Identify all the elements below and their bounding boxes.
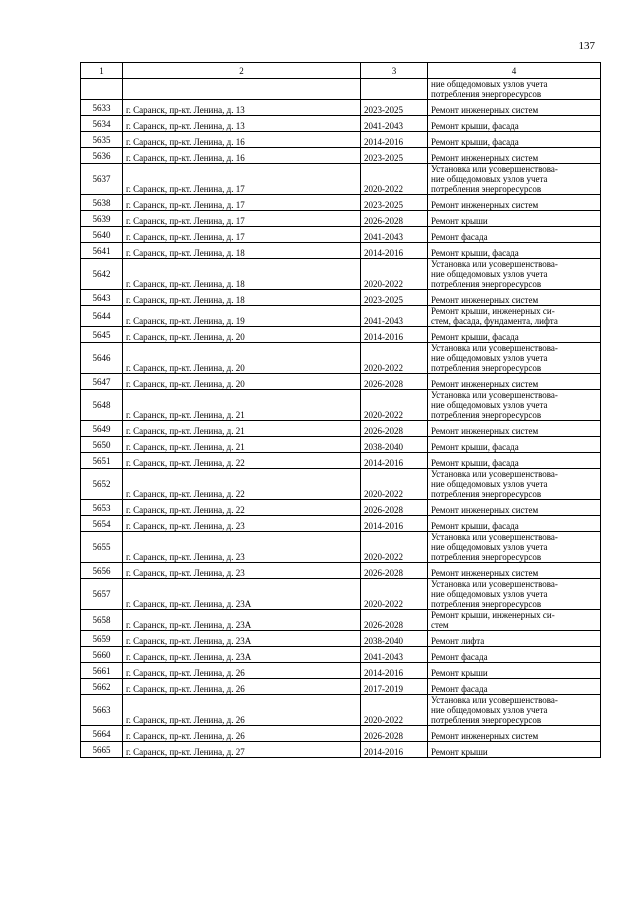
- cell-period: 2014-2016: [361, 132, 428, 148]
- cell-address: г. Саранск, пр-кт. Ленина, д. 26: [123, 726, 361, 742]
- cell-address: г. Саранск, пр-кт. Ленина, д. 20: [123, 374, 361, 390]
- cell-address: г. Саранск, пр-кт. Ленина, д. 22: [123, 469, 361, 500]
- cell-period: 2014-2016: [361, 453, 428, 469]
- cell-address: г. Саранск, пр-кт. Ленина, д. 21: [123, 390, 361, 421]
- cell-address: г. Саранск, пр-кт. Ленина, д. 17: [123, 164, 361, 195]
- table-row: [81, 421, 601, 437]
- cell-work: Ремонт крыши, фасада: [428, 516, 601, 532]
- cell-number: 5635: [81, 132, 123, 148]
- cell-period: [361, 79, 428, 100]
- cell-period: 2020-2022: [361, 164, 428, 195]
- cell-period: 2020-2022: [361, 259, 428, 290]
- table-row: [81, 390, 601, 421]
- cell-work: Установка или усовершенствова- ние общедомовых узлов учета потребления энергоресурсов: [428, 164, 601, 195]
- cell-address: г. Саранск, пр-кт. Ленина, д. 27: [123, 742, 361, 758]
- works-table: [80, 62, 601, 758]
- cell-address: г. Саранск, пр-кт. Ленина, д. 26: [123, 679, 361, 695]
- cell-period: 2014-2016: [361, 327, 428, 343]
- cell-address: г. Саранск, пр-кт. Ленина, д. 17: [123, 211, 361, 227]
- cell-work: Ремонт крыши, фасада: [428, 132, 601, 148]
- cell-number: 5651: [81, 453, 123, 469]
- cell-address: г. Саранск, пр-кт. Ленина, д. 16: [123, 148, 361, 164]
- table-row: [81, 679, 601, 695]
- column-header-work: 4: [428, 63, 601, 79]
- cell-number: 5650: [81, 437, 123, 453]
- table-row: [81, 695, 601, 726]
- cell-address: г. Саранск, пр-кт. Ленина, д. 23: [123, 516, 361, 532]
- cell-work: Ремонт фасада: [428, 679, 601, 695]
- cell-work: Ремонт крыши: [428, 742, 601, 758]
- table-header-row: [81, 63, 601, 79]
- cell-address: г. Саранск, пр-кт. Ленина, д. 23А: [123, 579, 361, 610]
- cell-period: 2026-2028: [361, 563, 428, 579]
- cell-address: г. Саранск, пр-кт. Ленина, д. 26: [123, 663, 361, 679]
- cell-period: 2041-2043: [361, 227, 428, 243]
- cell-work: Ремонт инженерных систем: [428, 374, 601, 390]
- table-row: [81, 211, 601, 227]
- cell-work: Установка или усовершенствова- ние общедомовых узлов учета потребления энергоресурсов: [428, 469, 601, 500]
- cell-number: 5634: [81, 116, 123, 132]
- cell-address: г. Саранск, пр-кт. Ленина, д. 17: [123, 227, 361, 243]
- table-row: [81, 469, 601, 500]
- cell-period: 2026-2028: [361, 374, 428, 390]
- table-row: [81, 610, 601, 631]
- table-row: [81, 579, 601, 610]
- cell-address: г. Саранск, пр-кт. Ленина, д. 13: [123, 100, 361, 116]
- cell-number: 5644: [81, 306, 123, 327]
- cell-number: 5652: [81, 469, 123, 500]
- cell-period: 2026-2028: [361, 726, 428, 742]
- cell-work: ние общедомовых узлов учета потребления энергоресурсов: [428, 79, 601, 100]
- cell-number: 5656: [81, 563, 123, 579]
- cell-number: 5633: [81, 100, 123, 116]
- cell-period: 2020-2022: [361, 343, 428, 374]
- cell-work: Ремонт крыши, инженерных си- стем: [428, 610, 601, 631]
- cell-number: 5659: [81, 631, 123, 647]
- cell-period: 2038-2040: [361, 631, 428, 647]
- cell-work: Установка или усовершенствова- ние общедомовых узлов учета потребления энергоресурсов: [428, 695, 601, 726]
- cell-work: Ремонт инженерных систем: [428, 500, 601, 516]
- cell-period: 2017-2019: [361, 679, 428, 695]
- table-row: [81, 148, 601, 164]
- table-row: [81, 437, 601, 453]
- cell-period: 2023-2025: [361, 290, 428, 306]
- cell-number: 5665: [81, 742, 123, 758]
- cell-work: Установка или усовершенствова- ние общедомовых узлов учета потребления энергоресурсов: [428, 532, 601, 563]
- table-row: [81, 631, 601, 647]
- cell-number: 5662: [81, 679, 123, 695]
- cell-period: 2020-2022: [361, 469, 428, 500]
- column-header-number: 1: [81, 63, 123, 79]
- cell-number: 5648: [81, 390, 123, 421]
- cell-number: 5649: [81, 421, 123, 437]
- table-body: [81, 63, 601, 758]
- table-row: [81, 374, 601, 390]
- table-row: [81, 742, 601, 758]
- table-row: [81, 195, 601, 211]
- cell-number: [81, 79, 123, 100]
- cell-address: г. Саранск, пр-кт. Ленина, д. 23: [123, 563, 361, 579]
- cell-work: Ремонт фасада: [428, 647, 601, 663]
- table-row: [81, 563, 601, 579]
- cell-period: 2014-2016: [361, 663, 428, 679]
- cell-work: Ремонт крыши, инженерных си- стем, фасада, фундамента, лифта: [428, 306, 601, 327]
- cell-number: 5653: [81, 500, 123, 516]
- cell-work: Ремонт крыши, фасада: [428, 453, 601, 469]
- cell-period: 2026-2028: [361, 421, 428, 437]
- cell-address: г. Саранск, пр-кт. Ленина, д. 23А: [123, 610, 361, 631]
- table-row: [81, 243, 601, 259]
- cell-address: г. Саранск, пр-кт. Ленина, д. 23А: [123, 647, 361, 663]
- cell-work: Установка или усовершенствова- ние общедомовых узлов учета потребления энергоресурсов: [428, 390, 601, 421]
- table-row: [81, 327, 601, 343]
- cell-number: 5647: [81, 374, 123, 390]
- table-row: [81, 132, 601, 148]
- table-row: [81, 79, 601, 100]
- table-row: [81, 516, 601, 532]
- table-row: [81, 647, 601, 663]
- cell-address: г. Саранск, пр-кт. Ленина, д. 19: [123, 306, 361, 327]
- cell-number: 5657: [81, 579, 123, 610]
- cell-number: 5664: [81, 726, 123, 742]
- table-row: [81, 290, 601, 306]
- cell-address: г. Саранск, пр-кт. Ленина, д. 21: [123, 437, 361, 453]
- cell-number: 5646: [81, 343, 123, 374]
- cell-work: Ремонт крыши, фасада: [428, 437, 601, 453]
- cell-work: Ремонт крыши, фасада: [428, 243, 601, 259]
- cell-work: Ремонт инженерных систем: [428, 100, 601, 116]
- cell-work: Ремонт крыши: [428, 663, 601, 679]
- table-row: [81, 532, 601, 563]
- cell-period: 2041-2043: [361, 647, 428, 663]
- cell-address: г. Саранск, пр-кт. Ленина, д. 18: [123, 259, 361, 290]
- table-row: [81, 500, 601, 516]
- cell-address: г. Саранск, пр-кт. Ленина, д. 16: [123, 132, 361, 148]
- cell-number: 5637: [81, 164, 123, 195]
- table-row: [81, 663, 601, 679]
- table-row: [81, 343, 601, 374]
- cell-period: 2023-2025: [361, 148, 428, 164]
- cell-work: Ремонт инженерных систем: [428, 290, 601, 306]
- cell-address: г. Саранск, пр-кт. Ленина, д. 17: [123, 195, 361, 211]
- cell-period: 2014-2016: [361, 742, 428, 758]
- cell-work: Ремонт инженерных систем: [428, 421, 601, 437]
- table-row: [81, 100, 601, 116]
- cell-work: Установка или усовершенствова- ние общедомовых узлов учета потребления энергоресурсов: [428, 579, 601, 610]
- cell-address: г. Саранск, пр-кт. Ленина, д. 26: [123, 695, 361, 726]
- cell-address: г. Саранск, пр-кт. Ленина, д. 18: [123, 243, 361, 259]
- cell-address: г. Саранск, пр-кт. Ленина, д. 22: [123, 500, 361, 516]
- cell-period: 2026-2028: [361, 500, 428, 516]
- cell-number: 5663: [81, 695, 123, 726]
- cell-work: Установка или усовершенствова- ние общедомовых узлов учета потребления энергоресурсов: [428, 343, 601, 374]
- cell-work: Ремонт крыши: [428, 211, 601, 227]
- table-row: [81, 726, 601, 742]
- table-row: [81, 259, 601, 290]
- cell-number: 5654: [81, 516, 123, 532]
- cell-work: Ремонт крыши, фасада: [428, 327, 601, 343]
- cell-number: 5660: [81, 647, 123, 663]
- cell-period: 2020-2022: [361, 532, 428, 563]
- cell-number: 5658: [81, 610, 123, 631]
- cell-address: г. Саранск, пр-кт. Ленина, д. 13: [123, 116, 361, 132]
- table-row: [81, 306, 601, 327]
- cell-address: г. Саранск, пр-кт. Ленина, д. 22: [123, 453, 361, 469]
- cell-work: Ремонт инженерных систем: [428, 726, 601, 742]
- cell-number: 5661: [81, 663, 123, 679]
- cell-number: 5636: [81, 148, 123, 164]
- page-number: 137: [578, 40, 595, 52]
- cell-number: 5642: [81, 259, 123, 290]
- column-header-period: 3: [361, 63, 428, 79]
- cell-number: 5641: [81, 243, 123, 259]
- cell-period: 2038-2040: [361, 437, 428, 453]
- cell-period: 2020-2022: [361, 390, 428, 421]
- cell-period: 2026-2028: [361, 211, 428, 227]
- cell-number: 5638: [81, 195, 123, 211]
- column-header-address: 2: [123, 63, 361, 79]
- cell-number: 5655: [81, 532, 123, 563]
- table-row: [81, 227, 601, 243]
- cell-work: Ремонт инженерных систем: [428, 195, 601, 211]
- cell-work: Ремонт инженерных систем: [428, 563, 601, 579]
- cell-address: г. Саранск, пр-кт. Ленина, д. 21: [123, 421, 361, 437]
- cell-period: 2020-2022: [361, 579, 428, 610]
- cell-period: 2026-2028: [361, 610, 428, 631]
- table-row: [81, 164, 601, 195]
- cell-number: 5643: [81, 290, 123, 306]
- cell-address: [123, 79, 361, 100]
- table-row: [81, 116, 601, 132]
- cell-number: 5640: [81, 227, 123, 243]
- cell-period: 2023-2025: [361, 100, 428, 116]
- cell-number: 5645: [81, 327, 123, 343]
- cell-number: 5639: [81, 211, 123, 227]
- cell-period: 2020-2022: [361, 695, 428, 726]
- cell-address: г. Саранск, пр-кт. Ленина, д. 23: [123, 532, 361, 563]
- cell-address: г. Саранск, пр-кт. Ленина, д. 23А: [123, 631, 361, 647]
- cell-period: 2041-2043: [361, 116, 428, 132]
- cell-work: Ремонт фасада: [428, 227, 601, 243]
- cell-period: 2041-2043: [361, 306, 428, 327]
- cell-address: г. Саранск, пр-кт. Ленина, д. 20: [123, 343, 361, 374]
- cell-period: 2014-2016: [361, 243, 428, 259]
- cell-work: Ремонт крыши, фасада: [428, 116, 601, 132]
- cell-work: Ремонт лифта: [428, 631, 601, 647]
- cell-period: 2023-2025: [361, 195, 428, 211]
- cell-address: г. Саранск, пр-кт. Ленина, д. 20: [123, 327, 361, 343]
- cell-address: г. Саранск, пр-кт. Ленина, д. 18: [123, 290, 361, 306]
- cell-work: Ремонт инженерных систем: [428, 148, 601, 164]
- cell-period: 2014-2016: [361, 516, 428, 532]
- table-row: [81, 453, 601, 469]
- cell-work: Установка или усовершенствова- ние общедомовых узлов учета потребления энергоресурсов: [428, 259, 601, 290]
